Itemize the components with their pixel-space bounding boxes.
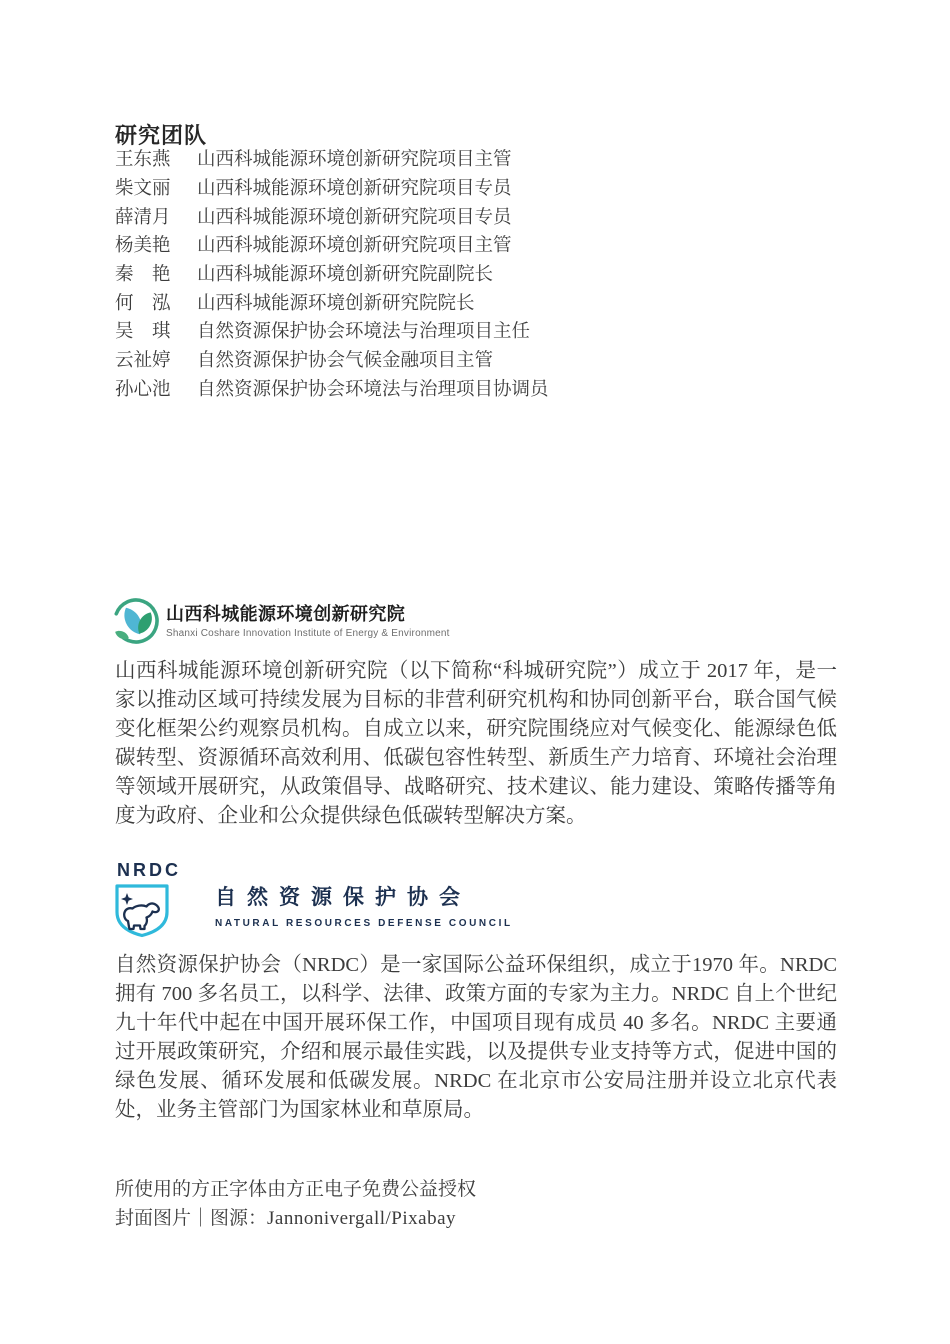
- coshare-name-en: Shanxi Coshare Innovation Institute of Energy & Environment: [166, 628, 450, 640]
- team-row: [115, 259, 549, 288]
- coshare-leaf-circle-icon: [112, 597, 160, 645]
- team-list: [115, 144, 549, 402]
- team-member-name: 何 泓: [115, 291, 171, 313]
- team-member-name: 杨美艳: [115, 234, 171, 256]
- cover-image-credit-line: [115, 1205, 476, 1234]
- team-row: [115, 287, 549, 316]
- team-member-name: 云祉婷: [115, 349, 171, 371]
- team-member-name: 秦 艳: [115, 263, 171, 285]
- team-member-name: 王东燕: [115, 148, 171, 170]
- page-title: 研究团队: [115, 122, 208, 148]
- team-member-role: 山西科城能源环境创新研究院副院长: [197, 263, 494, 285]
- team-member-name: 孙心池: [115, 377, 171, 399]
- team-member-role: 山西科城能源环境创新研究院项目主管: [197, 234, 512, 256]
- nrdc-logo-text: [215, 886, 513, 929]
- nrdc-polar-bear-shield-icon: [115, 884, 169, 938]
- font-license-note: 所使用的方正字体由方正电子免费公益授权: [115, 1179, 477, 1200]
- team-row: [115, 230, 549, 259]
- team-member-role: 山西科城能源环境创新研究院项目专员: [197, 177, 512, 199]
- cover-image-credit-label: 封面图片｜图源：: [115, 1207, 268, 1229]
- team-member-name: 薛清月: [115, 205, 171, 227]
- team-member-name: 吴 琪: [115, 320, 171, 342]
- cover-image-credit-source: Jannonivergall/Pixabay: [267, 1207, 457, 1229]
- team-member-role: 山西科城能源环境创新研究院院长: [197, 291, 475, 313]
- coshare-name-cn: 山西科城能源环境创新研究院: [166, 603, 406, 624]
- team-row: [115, 144, 549, 173]
- team-row: [115, 201, 549, 230]
- nrdc-name-en: NATURAL RESOURCES DEFENSE COUNCIL: [215, 918, 513, 930]
- team-member-role: 自然资源保护协会环境法与治理项目主任: [197, 320, 531, 342]
- nrdc-name-cn: 自然资源保护协会: [215, 886, 471, 909]
- team-member-role: 自然资源保护协会气候金融项目主管: [197, 349, 494, 371]
- nrdc-description: 自然资源保护协会（NRDC）是一家国际公益环保组织，成立于1970 年。NRDC 拥有 700 多名员工，以科学、法律、政策方面的专家为主力。NRDC 自上个世纪九十年代中起在中国开展环保工作，中国项目现有成员 40 多名。NRDC 主要通过开展政策研究，介绍和展示最佳实践，以及提供专业支持等方式，促进中国的绿色发展、循环发展和低碳发展。NRDC 在北京市公安局注册并设立北京代表处，业务主管部门为国家林业和草原局。: [115, 954, 837, 1121]
- team-row: [115, 173, 549, 202]
- team-row: [115, 345, 549, 374]
- footer-credits: [115, 1176, 476, 1233]
- coshare-description: 山西科城能源环境创新研究院（以下简称“科城研究院”）成立于 2017 年，是一家以推动区域可持续发展为目标的非营利研究机构和协同创新平台，联合国气候变化框架公约观察员机构。自成立以来，研究院围绕应对气候变化、能源绿色低碳转型、资源循环高效利用、低碳包容性转型、新质生产力培育、环境社会治理等领域开展研究，从政策倡导、战略研究、技术建议、能力建设、策略传播等角度为政府、企业和公众提供绿色低碳转型解决方案。: [115, 660, 837, 827]
- coshare-logo-text: [166, 603, 450, 640]
- team-member-role: 山西科城能源环境创新研究院项目专员: [197, 205, 512, 227]
- team-member-role: 自然资源保护协会环境法与治理项目协调员: [197, 377, 549, 399]
- team-member-role: 山西科城能源环境创新研究院项目主管: [197, 148, 512, 170]
- team-row: [115, 316, 549, 345]
- coshare-logo: [112, 597, 450, 645]
- team-member-name: 柴文丽: [115, 177, 171, 199]
- nrdc-wordmark: NRDC: [117, 860, 181, 880]
- nrdc-logo: [115, 861, 513, 938]
- team-row: [115, 374, 549, 403]
